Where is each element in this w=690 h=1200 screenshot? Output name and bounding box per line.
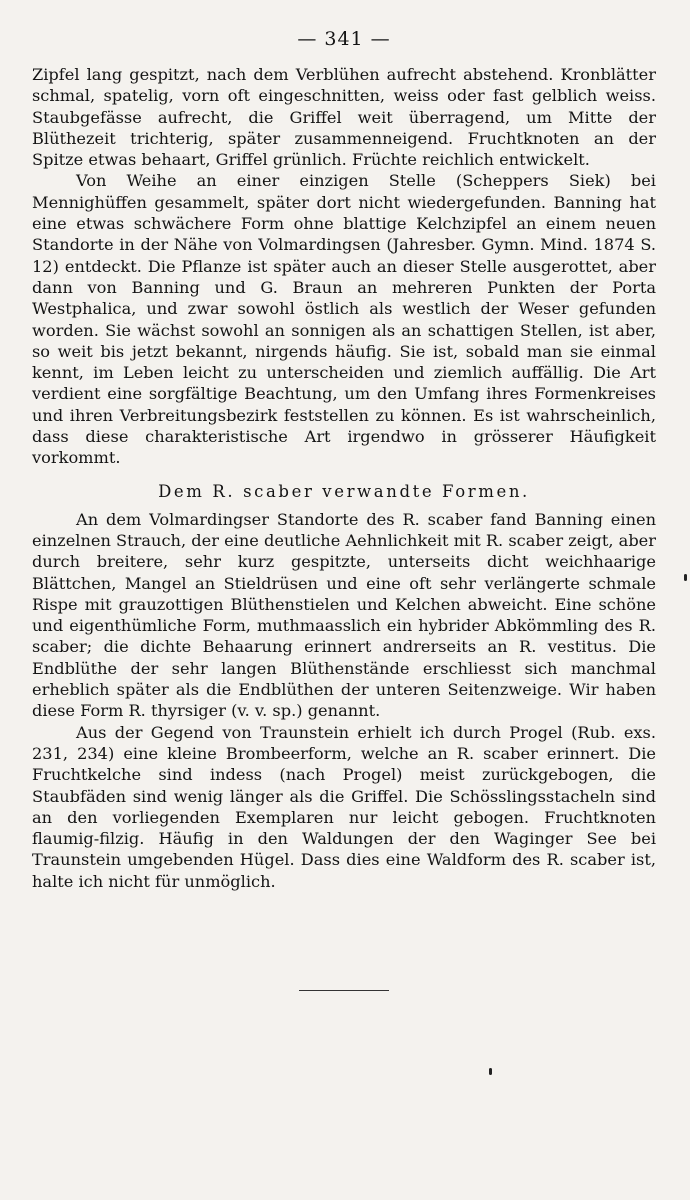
paragraph-continued: Zipfel lang gespitzt, nach dem Verblühen aufrecht abstehend. Kronblätter schmal, spatelig, vorn oft eingeschnitten, weiss oder fast gelblich weiss. Staubgefässe aufrecht, die Griffel weit überragend, um Mitte der Blüthezeit trichterig, später zusammenneigend. Fruchtknoten an der Spitze etwas behaart, Griffel grünlich. Früchte reichlich entwickelt.: [32, 65, 656, 170]
section-heading: Dem R. scaber verwandte Formen.: [158, 481, 530, 501]
end-divider-rule: [299, 990, 389, 991]
book-page: [32, 28, 656, 991]
paragraph-traunstein: Aus der Gegend von Traunstein erhielt ich durch Progel (Rub. exs. 231, 234) eine kleine Brombeerform, welche an R. scaber erinnert. Die Fruchtkelche sind indess (nach Progel) meist zurückgebogen, die Staubfäden sind wenig länger als die Griffel. Die Schösslingsstacheln sind an den vorliegenden Exemplaren nur leicht gebogen. Fruchtknoten flaumig-filzig. Häufig in den Waldungen der den Waginger See bei Traunstein umgebenden Hügel. Dass dies eine Waldform des R. scaber ist, halte ich nicht für unmöglich.: [32, 722, 656, 891]
ink-speck-margin: [684, 574, 687, 581]
page-number: — 341 —: [297, 28, 391, 50]
paragraph-weihe: Von Weihe an einer einzigen Stelle (Scheppers Siek) bei Mennighüffen gesammelt, später dort nicht wiedergefunden. Banning hat eine etwas schwächere Form ohne blattige Kelchzipfel an einem neuen Standorte in der Nähe von Volmardingsen (Jahresber. Gymn. Mind. 1874 S. 12) entdeckt. Die Pflanze ist später auch an dieser Stelle ausgerottet, aber dann von Banning und G. Braun an mehreren Punkten der Porta Westphalica, und zwar sowohl östlich als westlich der Weser gefunden worden. Sie wächst sowohl an sonnigen als an schattigen Stellen, ist aber, so weit bis jetzt bekannt, nirgends häufig. Sie ist, sobald man sie einmal kennt, im Leben leicht zu unterscheiden und ziemlich auffällig. Die Art verdient eine sorgfältige Beachtung, um den Umfang ihres Formenkreises und ihren Verbreitungsbezirk feststellen zu können. Es ist wahrscheinlich, dass diese charakteristische Art irgendwo in grösserer Häufigkeit vorkommt.: [32, 171, 656, 468]
paragraph-volmardingser: An dem Volmardingser Standorte des R. scaber fand Banning einen einzelnen Strauch, der eine deutliche Aehnlichkeit mit R. scaber zeigt, aber durch breitere, sehr kurz gespitzte, unterseits dicht weichhaarige Blättchen, Mangel an Stieldrüsen und eine oft sehr verlängerte schmale Rispe mit grauzottigen Blüthenstielen und Kelchen abweicht. Eine schöne und eigenthümliche Form, muthmaasslich ein hybrider Abkömmling des R. scaber; die dichte Behaarung erinnert andrerseits an R. vestitus. Die Endblüthe der sehr langen Blüthenstände erschliesst sich manchmal erheblich später als die Endblüthen der unteren Seitenzweige. Wir haben diese Form R. thyrsiger (v. v. sp.) genannt.: [32, 509, 656, 721]
ink-speck-bottom: [489, 1068, 492, 1075]
